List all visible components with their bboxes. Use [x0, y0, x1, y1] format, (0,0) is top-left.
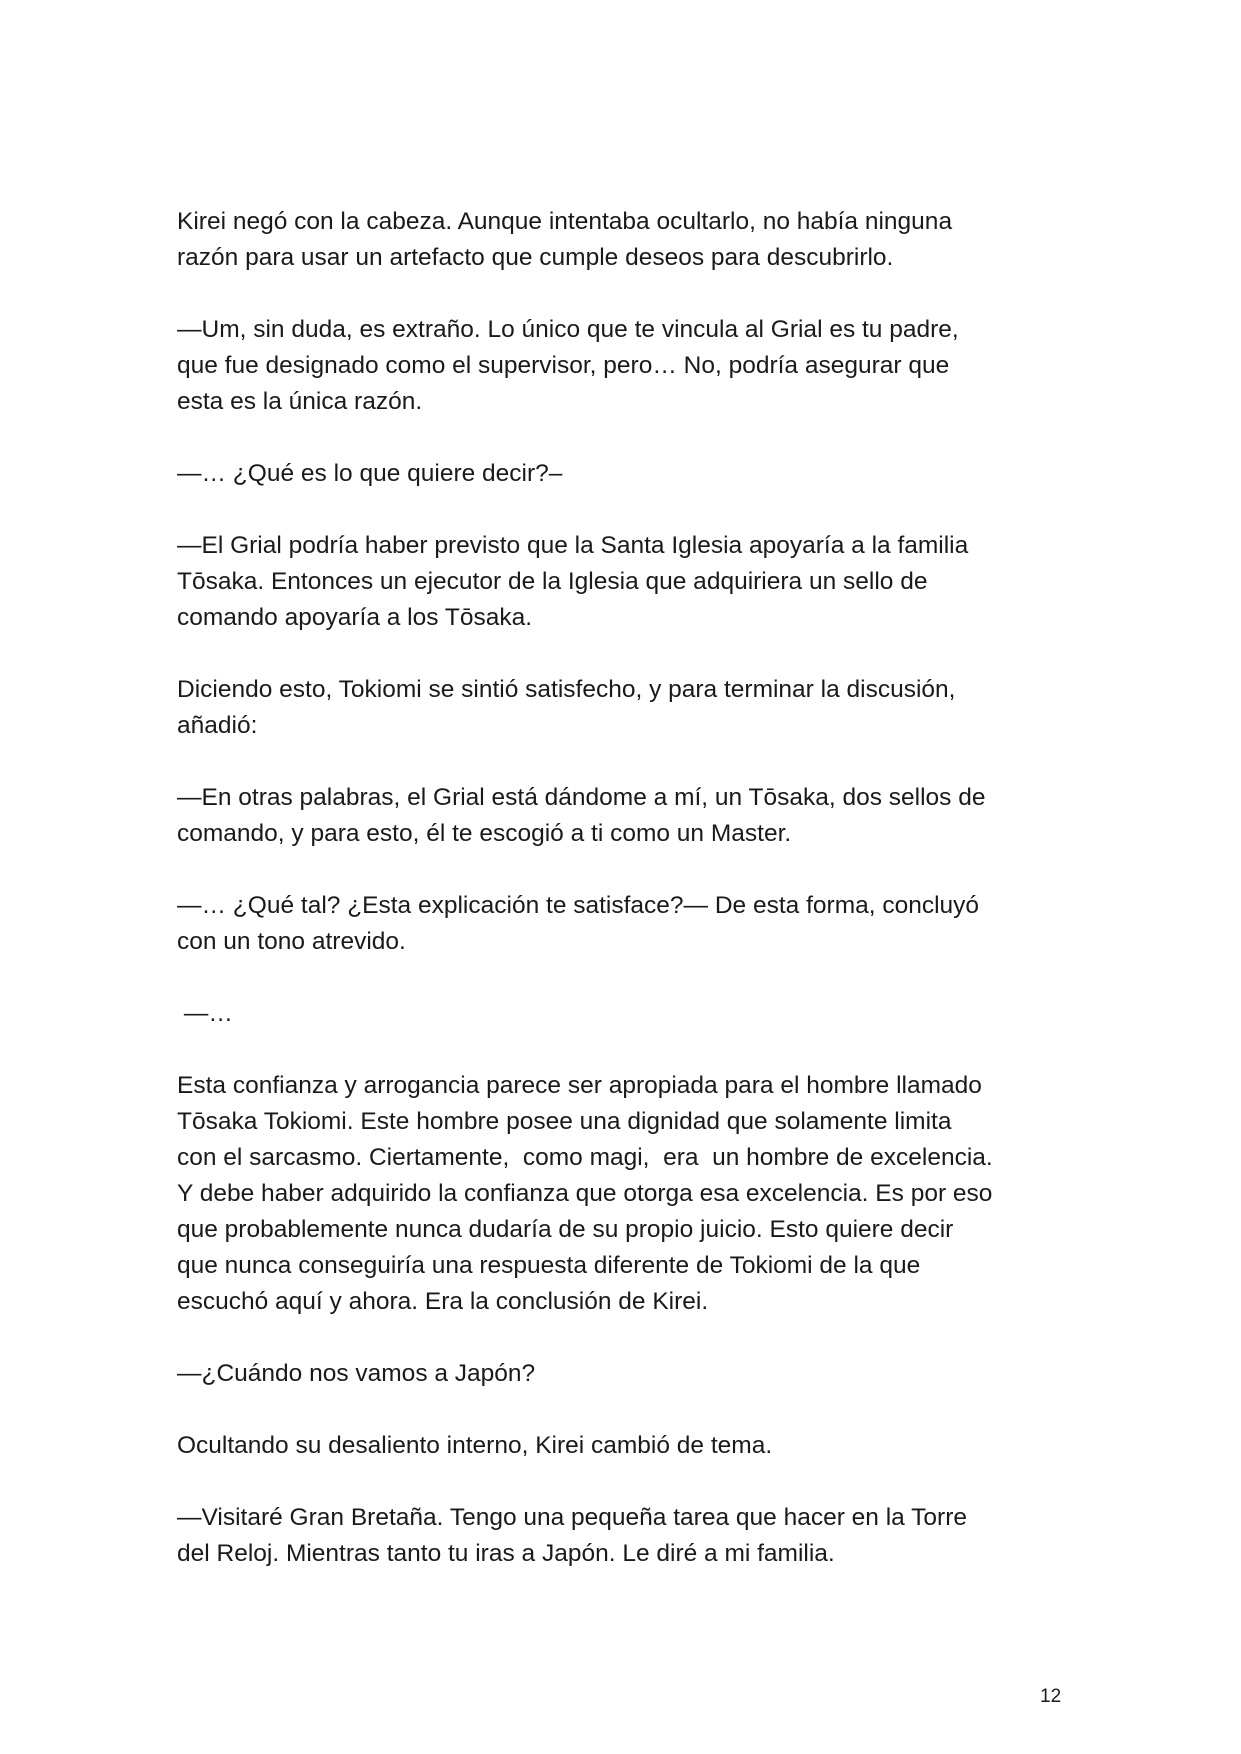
paragraph-10: —¿Cuándo nos vamos a Japón?: [177, 1360, 536, 1387]
paragraph-2: —Um, sin duda, es extraño. Lo único que te vincula al Grial es tu padre, que fue designado como el supervisor, pero… No, podría asegurar que esta es la única razón.: [177, 316, 959, 415]
paragraph-5: Diciendo esto, Tokiomi se sintió satisfecho, y para terminar la discusión, añadió:: [177, 676, 956, 739]
paragraph-11: Ocultando su desaliento interno, Kirei cambió de tema.: [177, 1432, 773, 1459]
paragraph-9: Esta confianza y arrogancia parece ser apropiada para el hombre llamado Tōsaka Tokiomi. Este hombre posee una dignidad que solamente limita con el sarcasmo. Ciertamente, como magi, era un hombre de excelencia. Y debe haber adquirido la confianza que otorga esa excelencia. Es por eso que probablemente nunca dudaría de su propio juicio. Esto quiere decir que nunca conseguiría una respuesta diferente de Tokiomi de la que escuchó aquí y ahora. Era la conclusión de Kirei.: [177, 1072, 993, 1315]
paragraph-3: —… ¿Qué es lo que quiere decir?–: [177, 460, 563, 487]
paragraph-7: —… ¿Qué tal? ¿Esta explicación te satisface?— De esta forma, concluyó con un tono atrevido.: [177, 892, 980, 955]
paragraph-1: Kirei negó con la cabeza. Aunque intentaba ocultarlo, no había ninguna razón para usar un artefacto que cumple deseos para descubrirlo.: [177, 208, 953, 271]
body-text: [177, 204, 1077, 1608]
paragraph-12: —Visitaré Gran Bretaña. Tengo una pequeña tarea que hacer en la Torre del Reloj. Mientras tanto tu iras a Japón. Le diré a mi familia.: [177, 1504, 967, 1567]
page-number: 12: [1040, 1686, 1062, 1707]
paragraph-4: —El Grial podría haber previsto que la Santa Iglesia apoyaría a la familia Tōsaka. Entonces un ejecutor de la Iglesia que adquiriera un sello de comando apoyaría a los Tōsaka.: [177, 532, 969, 631]
paragraph-8: —…: [177, 1000, 233, 1027]
paragraph-6: —En otras palabras, el Grial está dándome a mí, un Tōsaka, dos sellos de comando, y para esto, él te escogió a ti como un Master.: [177, 784, 986, 847]
